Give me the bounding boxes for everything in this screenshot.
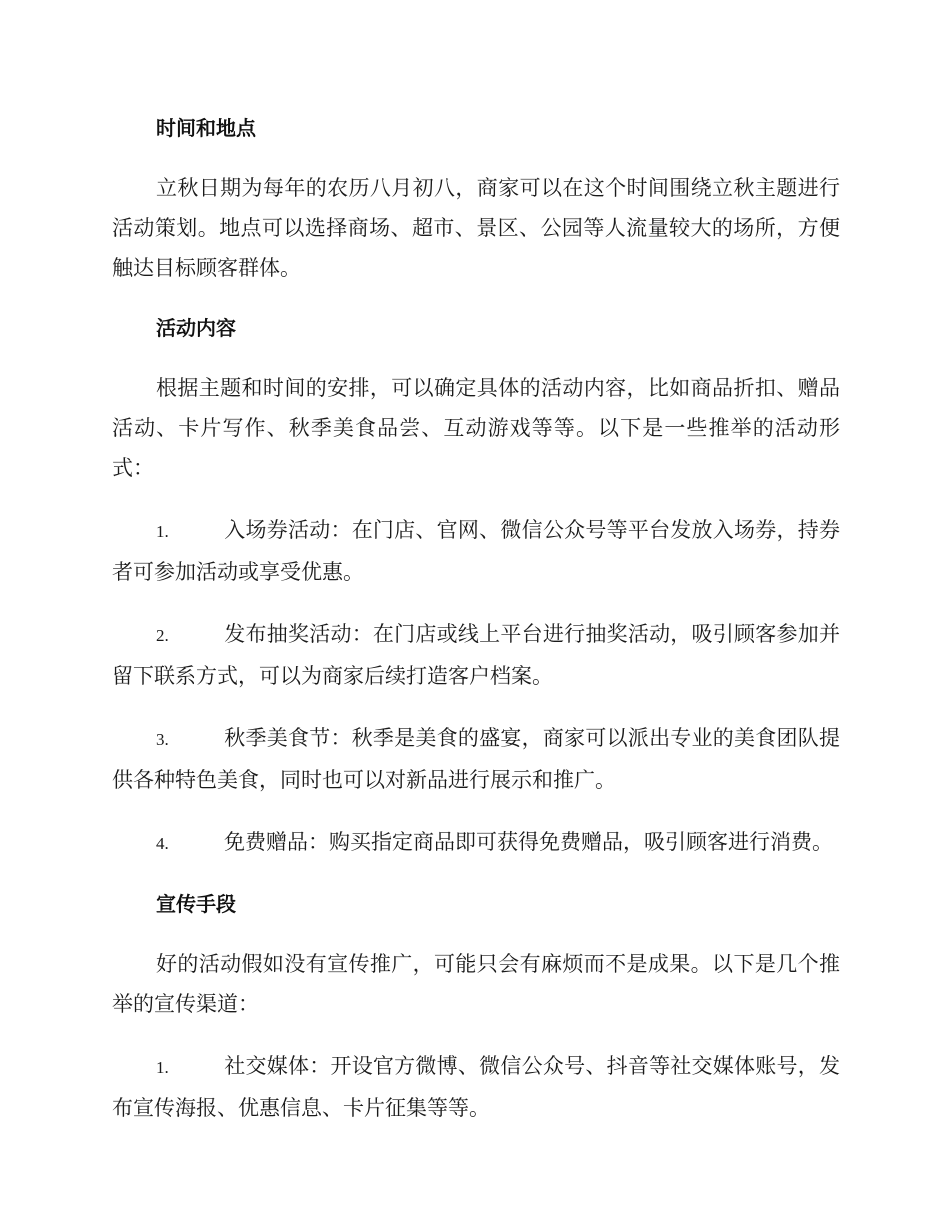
list-item bbox=[112, 614, 840, 696]
section-heading-activities: 活动内容 bbox=[156, 316, 236, 340]
section-heading-time-place: 时间和地点 bbox=[156, 116, 256, 140]
list-text: 发布抽奖活动：在门店或线上平台进行抽奖活动，吸引顾客参加并留下联系方式，可以为商家后续打造客户档案。 bbox=[112, 622, 840, 688]
section-heading-promotion: 宣传手段 bbox=[156, 892, 236, 916]
list-text: 免费赠品：购买指定商品即可获得免费赠品，吸引顾客进行消费。 bbox=[224, 830, 833, 854]
section-paragraph-time-place: 立秋日期为每年的农历八月初八，商家可以在这个时间围绕立秋主题进行活动策划。地点可以选择商场、超市、景区、公园等人流量较大的场所，方便触达目标顾客群体。 bbox=[112, 176, 840, 280]
list-text: 秋季美食节：秋季是美食的盛宴，商家可以派出专业的美食团队提供各种特色美食，同时也可以对新品进行展示和推广。 bbox=[112, 726, 840, 792]
section-paragraph-promotion: 好的活动假如没有宣传推广，可能只会有麻烦而不是成果。以下是几个推举的宣传渠道： bbox=[112, 952, 840, 1016]
list-number: 2. bbox=[156, 626, 169, 645]
list-item bbox=[112, 1046, 840, 1128]
list-number: 4. bbox=[156, 834, 169, 853]
list-item bbox=[112, 718, 840, 800]
list-number: 1. bbox=[156, 522, 169, 541]
list-item bbox=[112, 510, 840, 592]
list-number: 1. bbox=[156, 1058, 169, 1077]
list-item bbox=[112, 822, 840, 864]
document-content bbox=[112, 110, 840, 1150]
list-text: 入场券活动：在门店、官网、微信公众号等平台发放入场券，持券者可参加活动或享受优惠。 bbox=[112, 518, 840, 584]
list-number: 3. bbox=[156, 730, 169, 749]
list-text: 社交媒体：开设官方微博、微信公众号、抖音等社交媒体账号，发布宣传海报、优惠信息、卡片征集等等。 bbox=[112, 1054, 840, 1120]
section-paragraph-activities: 根据主题和时间的安排，可以确定具体的活动内容，比如商品折扣、赠品活动、卡片写作、秋季美食品尝、互动游戏等等。以下是一些推举的活动形式： bbox=[112, 376, 840, 480]
